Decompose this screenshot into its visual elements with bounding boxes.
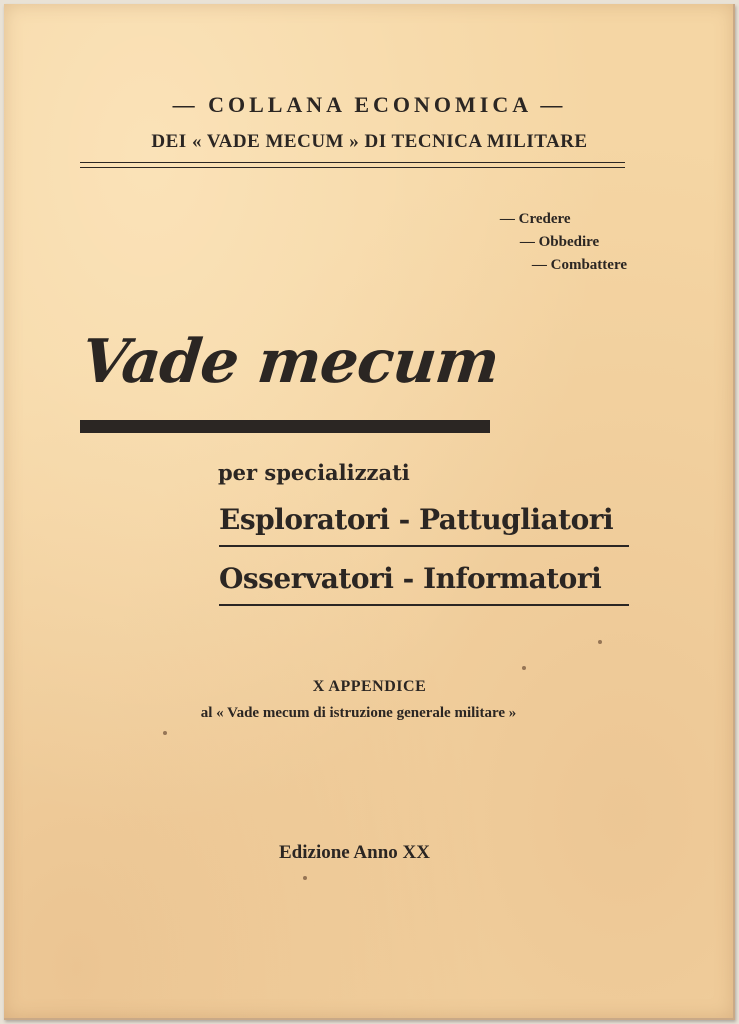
appendix-subtitle: al « Vade mecum di istruzione generale militare » [200,705,517,721]
specialties-rule-2 [219,604,629,606]
motto-line-combattere: — Combattere [531,257,627,273]
header-double-rule [80,162,625,168]
specialties-rule-1 [219,545,629,547]
appendix-label: X APPENDICE [312,678,427,695]
title-underline-bar [80,420,490,433]
series-subtitle: DEI « VADE MECUM » DI TECNICA MILITARE [151,131,588,152]
main-title: Vade mecum [78,327,502,397]
paper-spot [303,876,307,880]
paper-spot [598,640,602,644]
motto-line-obbedire: — Obbedire [519,234,600,250]
motto-line-credere: — Credere [499,211,571,227]
paper-spot [522,666,526,670]
edition-label: Edizione Anno XX [279,842,430,863]
paper-spot [163,731,167,735]
specialties-line-2: Osservatori - Informatori [219,562,602,595]
series-title: — COLLANA ECONOMICA — [172,92,567,117]
subtitle: per specializzati [218,460,410,485]
specialties-line-1: Esploratori - Pattugliatori [219,503,614,536]
motto-block [499,208,627,277]
